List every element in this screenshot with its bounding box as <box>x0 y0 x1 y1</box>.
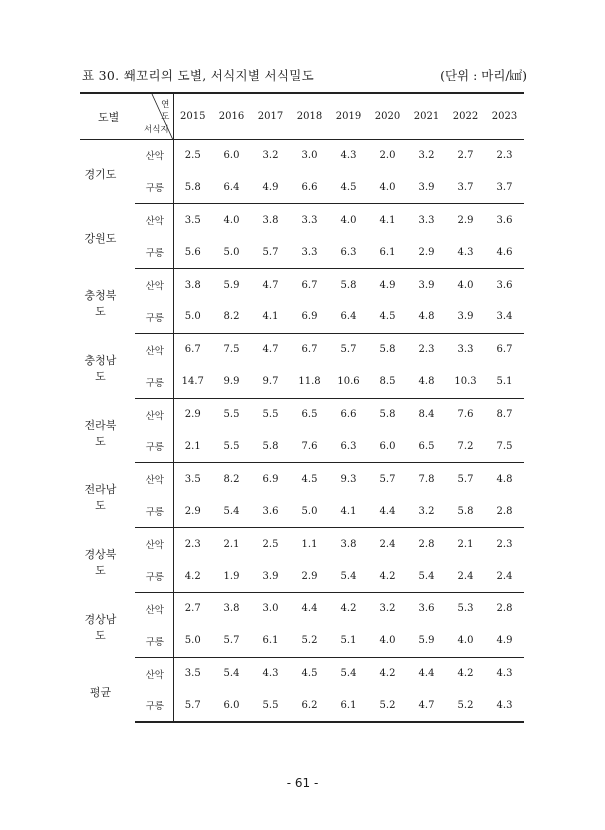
value-cell: 9.7 <box>251 366 290 398</box>
value-cell: 4.3 <box>340 149 357 161</box>
year-header-cell: 2015 <box>173 93 212 139</box>
page-number: - 61 - <box>286 776 319 790</box>
value-cell: 4.6 <box>485 236 524 268</box>
value-cell: 5.0 <box>212 236 251 268</box>
region-cell: 충청남도 <box>84 353 117 383</box>
value-cell: 3.7 <box>446 171 485 203</box>
value-cell: 5.8 <box>251 431 290 463</box>
value-cell: 4.0 <box>368 171 407 203</box>
region-cell: 강원도 <box>84 232 117 246</box>
habitat-cell: 구릉 <box>135 495 173 527</box>
value-cell: 3.8 <box>262 214 279 226</box>
value-cell: 3.8 <box>223 603 240 615</box>
value-cell: 3.4 <box>485 301 524 333</box>
value-cell: 3.5 <box>184 668 201 680</box>
value-cell: 3.3 <box>418 214 435 226</box>
year-header-label: 연도 <box>161 100 170 122</box>
value-cell: 6.7 <box>496 344 513 356</box>
table-row <box>80 301 524 333</box>
region-cell: 전라북도 <box>84 418 117 448</box>
value-cell: 7.2 <box>446 431 485 463</box>
value-cell: 3.2 <box>407 495 446 527</box>
value-cell: 2.1 <box>223 538 240 550</box>
value-cell: 2.8 <box>496 603 513 615</box>
table-row <box>80 204 524 236</box>
value-cell: 4.0 <box>340 214 357 226</box>
value-cell: 5.7 <box>457 473 474 485</box>
value-cell: 5.8 <box>340 279 357 291</box>
value-cell: 3.6 <box>496 279 513 291</box>
value-cell: 4.1 <box>251 301 290 333</box>
value-cell: 3.3 <box>457 344 474 356</box>
table-row <box>80 171 524 203</box>
value-cell: 2.4 <box>446 560 485 592</box>
value-cell: 3.0 <box>301 149 318 161</box>
value-cell: 5.5 <box>262 409 279 421</box>
value-cell: 6.2 <box>290 690 329 722</box>
value-cell: 4.5 <box>329 171 368 203</box>
value-cell: 3.8 <box>340 538 357 550</box>
unit-label: (단위 : 마리/㎢) <box>440 68 527 83</box>
year-header-cell: 2021 <box>407 93 446 139</box>
value-cell: 4.4 <box>368 495 407 527</box>
value-cell: 5.0 <box>173 301 212 333</box>
value-cell: 3.9 <box>251 560 290 592</box>
value-cell: 3.5 <box>184 473 201 485</box>
region-header-label: 도별 <box>98 111 120 124</box>
value-cell: 6.6 <box>290 171 329 203</box>
value-cell: 6.7 <box>301 279 318 291</box>
value-cell: 5.1 <box>485 366 524 398</box>
value-cell: 4.0 <box>223 214 240 226</box>
value-cell: 2.3 <box>496 149 513 161</box>
value-cell: 8.2 <box>223 473 240 485</box>
habitat-cell: 구릉 <box>135 301 173 333</box>
value-cell: 2.9 <box>173 495 212 527</box>
region-cell: 평균 <box>89 685 112 699</box>
value-cell: 3.5 <box>184 214 201 226</box>
value-cell: 2.4 <box>485 560 524 592</box>
value-cell: 3.6 <box>251 495 290 527</box>
table-row <box>80 690 524 722</box>
table-row <box>80 528 524 560</box>
value-cell: 2.1 <box>457 538 474 550</box>
table-title: 표 30. 쐐꼬리의 도별, 서식지별 서식밀도 <box>82 68 315 83</box>
value-cell: 4.2 <box>173 560 212 592</box>
value-cell: 2.9 <box>407 236 446 268</box>
value-cell: 6.1 <box>251 625 290 657</box>
region-cell: 경상남도 <box>84 612 117 642</box>
table-row <box>80 366 524 398</box>
value-cell: 3.6 <box>418 603 435 615</box>
value-cell: 11.8 <box>290 366 329 398</box>
value-cell: 5.8 <box>379 409 396 421</box>
value-cell: 3.2 <box>262 149 279 161</box>
value-cell: 4.9 <box>251 171 290 203</box>
value-cell: 4.3 <box>262 668 279 680</box>
value-cell: 6.7 <box>184 344 201 356</box>
table-row <box>80 236 524 268</box>
value-cell: 4.3 <box>485 690 524 722</box>
table-row <box>80 657 524 689</box>
region-cell: 경기도 <box>84 167 117 181</box>
value-cell: 3.9 <box>446 301 485 333</box>
value-cell: 3.2 <box>418 149 435 161</box>
value-cell: 6.3 <box>329 431 368 463</box>
table-caption <box>80 66 527 86</box>
value-cell: 4.0 <box>446 625 485 657</box>
value-cell: 6.4 <box>212 171 251 203</box>
value-cell: 5.4 <box>407 560 446 592</box>
habitat-header-label: 서식지 <box>144 125 169 135</box>
value-cell: 2.3 <box>184 538 201 550</box>
value-cell: 5.6 <box>173 236 212 268</box>
value-cell: 4.7 <box>262 279 279 291</box>
value-cell: 8.7 <box>496 409 513 421</box>
value-cell: 5.4 <box>340 668 357 680</box>
density-table <box>80 92 524 723</box>
value-cell: 4.2 <box>379 668 396 680</box>
value-cell: 5.4 <box>223 668 240 680</box>
region-cell: 경상북도 <box>84 548 117 578</box>
year-header-cell: 2023 <box>485 93 524 139</box>
value-cell: 5.7 <box>379 473 396 485</box>
value-cell: 5.8 <box>379 344 396 356</box>
value-cell: 2.8 <box>485 495 524 527</box>
value-cell: 3.6 <box>496 214 513 226</box>
value-cell: 4.7 <box>262 344 279 356</box>
habitat-cell: 산악 <box>135 463 173 495</box>
value-cell: 5.2 <box>368 690 407 722</box>
value-cell: 4.1 <box>379 214 396 226</box>
value-cell: 6.0 <box>368 431 407 463</box>
year-header-cell: 2018 <box>290 93 329 139</box>
habitat-cell: 구릉 <box>135 690 173 722</box>
value-cell: 6.5 <box>301 409 318 421</box>
value-cell: 2.9 <box>184 409 201 421</box>
value-cell: 4.4 <box>301 603 318 615</box>
value-cell: 4.9 <box>485 625 524 657</box>
table-row <box>80 495 524 527</box>
value-cell: 5.1 <box>329 625 368 657</box>
habitat-cell: 산악 <box>135 528 173 560</box>
value-cell: 6.9 <box>262 473 279 485</box>
value-cell: 7.5 <box>223 344 240 356</box>
value-cell: 2.3 <box>496 538 513 550</box>
year-header-cell: 2016 <box>212 93 251 139</box>
value-cell: 2.1 <box>173 431 212 463</box>
habitat-cell: 구릉 <box>135 236 173 268</box>
value-cell: 4.8 <box>407 366 446 398</box>
habitat-cell: 산악 <box>135 269 173 301</box>
value-cell: 7.6 <box>457 409 474 421</box>
value-cell: 5.7 <box>340 344 357 356</box>
value-cell: 6.9 <box>290 301 329 333</box>
value-cell: 6.4 <box>329 301 368 333</box>
value-cell: 5.9 <box>407 625 446 657</box>
value-cell: 4.2 <box>457 668 474 680</box>
value-cell: 4.5 <box>301 668 318 680</box>
table-row <box>80 463 524 495</box>
habitat-cell: 산악 <box>135 398 173 430</box>
value-cell: 8.2 <box>212 301 251 333</box>
year-header-cell: 2020 <box>368 93 407 139</box>
value-cell: 7.8 <box>418 473 435 485</box>
value-cell: 8.5 <box>368 366 407 398</box>
value-cell: 6.0 <box>212 690 251 722</box>
value-cell: 5.5 <box>223 409 240 421</box>
header-row <box>80 93 524 139</box>
habitat-cell: 구릉 <box>135 366 173 398</box>
value-cell: 4.2 <box>340 603 357 615</box>
table-row <box>80 560 524 592</box>
value-cell: 4.9 <box>379 279 396 291</box>
habitat-cell: 산악 <box>135 139 173 171</box>
value-cell: 2.7 <box>457 149 474 161</box>
habitat-cell: 산악 <box>135 592 173 624</box>
value-cell: 2.9 <box>457 214 474 226</box>
table-row <box>80 625 524 657</box>
value-cell: 5.0 <box>173 625 212 657</box>
habitat-cell: 산악 <box>135 657 173 689</box>
value-cell: 5.8 <box>173 171 212 203</box>
value-cell: 4.8 <box>407 301 446 333</box>
value-cell: 4.2 <box>368 560 407 592</box>
value-cell: 3.3 <box>290 236 329 268</box>
value-cell: 4.8 <box>496 473 513 485</box>
value-cell: 7.5 <box>485 431 524 463</box>
value-cell: 5.7 <box>251 236 290 268</box>
region-cell: 충청북도 <box>84 288 117 318</box>
table-row <box>80 431 524 463</box>
table-row <box>80 139 524 171</box>
value-cell: 4.5 <box>301 473 318 485</box>
value-cell: 6.0 <box>223 149 240 161</box>
value-cell: 2.4 <box>379 538 396 550</box>
year-header-cell: 2017 <box>251 93 290 139</box>
value-cell: 3.7 <box>485 171 524 203</box>
value-cell: 4.3 <box>496 668 513 680</box>
value-cell: 2.0 <box>379 149 396 161</box>
value-cell: 5.3 <box>457 603 474 615</box>
value-cell: 1.1 <box>301 538 318 550</box>
value-cell: 6.1 <box>368 236 407 268</box>
habitat-cell: 구릉 <box>135 171 173 203</box>
table-row <box>80 333 524 365</box>
value-cell: 5.2 <box>290 625 329 657</box>
value-cell: 6.7 <box>301 344 318 356</box>
value-cell: 1.9 <box>212 560 251 592</box>
value-cell: 7.6 <box>290 431 329 463</box>
value-cell: 6.6 <box>340 409 357 421</box>
habitat-cell: 산악 <box>135 333 173 365</box>
value-cell: 2.5 <box>184 149 201 161</box>
value-cell: 3.8 <box>184 279 201 291</box>
value-cell: 2.3 <box>418 344 435 356</box>
value-cell: 14.7 <box>173 366 212 398</box>
region-cell: 전라남도 <box>84 483 117 513</box>
value-cell: 9.9 <box>212 366 251 398</box>
value-cell: 4.1 <box>329 495 368 527</box>
value-cell: 2.7 <box>184 603 201 615</box>
value-cell: 8.4 <box>418 409 435 421</box>
value-cell: 6.1 <box>329 690 368 722</box>
value-cell: 6.3 <box>329 236 368 268</box>
value-cell: 5.4 <box>329 560 368 592</box>
value-cell: 4.0 <box>368 625 407 657</box>
header-corner-cell <box>80 93 173 139</box>
value-cell: 3.2 <box>379 603 396 615</box>
habitat-cell: 구릉 <box>135 431 173 463</box>
value-cell: 5.5 <box>212 431 251 463</box>
table-row <box>80 592 524 624</box>
year-header-cell: 2022 <box>446 93 485 139</box>
value-cell: 3.0 <box>262 603 279 615</box>
value-cell: 2.8 <box>418 538 435 550</box>
habitat-cell: 산악 <box>135 204 173 236</box>
value-cell: 6.5 <box>407 431 446 463</box>
value-cell: 10.6 <box>329 366 368 398</box>
habitat-cell: 구릉 <box>135 560 173 592</box>
value-cell: 5.9 <box>223 279 240 291</box>
value-cell: 2.9 <box>290 560 329 592</box>
habitat-cell: 구릉 <box>135 625 173 657</box>
value-cell: 3.3 <box>301 214 318 226</box>
value-cell: 4.5 <box>368 301 407 333</box>
value-cell: 2.5 <box>262 538 279 550</box>
value-cell: 4.7 <box>407 690 446 722</box>
year-header-cell: 2019 <box>329 93 368 139</box>
value-cell: 4.4 <box>418 668 435 680</box>
value-cell: 4.0 <box>457 279 474 291</box>
value-cell: 3.9 <box>418 279 435 291</box>
value-cell: 5.4 <box>212 495 251 527</box>
value-cell: 5.0 <box>290 495 329 527</box>
value-cell: 10.3 <box>446 366 485 398</box>
value-cell: 9.3 <box>340 473 357 485</box>
value-cell: 4.3 <box>446 236 485 268</box>
value-cell: 5.8 <box>446 495 485 527</box>
value-cell: 5.7 <box>173 690 212 722</box>
value-cell: 5.5 <box>251 690 290 722</box>
value-cell: 5.7 <box>212 625 251 657</box>
table-row <box>80 398 524 430</box>
table-body <box>80 139 524 722</box>
value-cell: 5.2 <box>446 690 485 722</box>
table-row <box>80 269 524 301</box>
value-cell: 3.9 <box>407 171 446 203</box>
